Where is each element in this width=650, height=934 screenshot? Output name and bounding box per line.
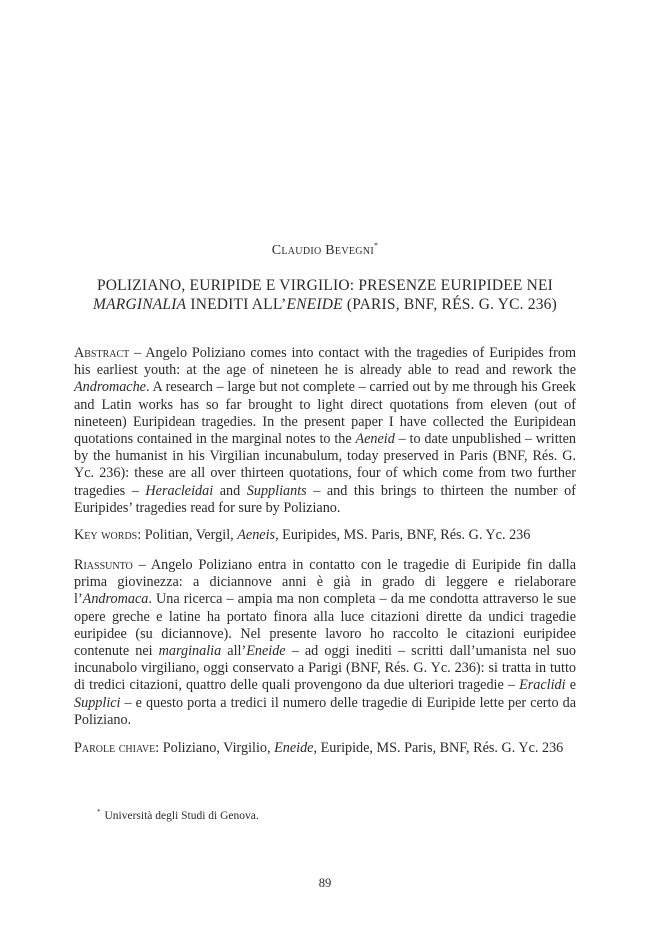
title-shelfmark: (PARIS, BNF, RÉS. G. YC. 236) [342, 296, 557, 313]
parole-text-1: : Poliziano, Virgilio, [155, 740, 275, 756]
riassunto-text-3: all’ [221, 643, 247, 660]
footnote [97, 808, 259, 822]
author-name [0, 241, 650, 259]
footnote-text: Università degli Studi di Genova. [104, 810, 259, 822]
abstract-text-1: – Angelo Poliziano comes into contact with the tragedies of Euripides from his earliest youth: at the age of nineteen he is already able to read and rework the [74, 345, 576, 379]
keywords-label: Key words [74, 527, 138, 543]
abstract-text-2: . A research – large but not complete – carried out by me through his Greek and Latin works has so far brought to light direct quotations from eleven (out of nineteen) Euripidean tragedies. In the present paper I have collected the Euripidean quotations contained in the marginal notes to the [74, 379, 576, 448]
abstract-italic-andromache: Andromache [74, 379, 146, 396]
riassunto-italic-supplici: Supplici [74, 694, 121, 711]
riassunto-text-4: – ad oggi inediti – scritti dall’umanista nel suo incunabolo virgiliano, oggi conservato a Parigi (BNF, Rés. G. Yc. 236): si tratta in tutto di tredici citazioni, quattro delle quali provengono da due ulteriori tragedie – [74, 643, 577, 694]
keywords-text-1: : Politian, Vergil, [137, 527, 238, 543]
footnote-marker: * [97, 808, 101, 816]
keywords-line [74, 527, 576, 544]
riassunto-italic-andromaca: Andromaca [82, 591, 149, 608]
abstract-label: Abstract [74, 345, 130, 361]
riassunto-label: Riassunto [74, 557, 133, 573]
riassunto-text-6: – e questo porta a tredici il numero delle tragedie di Euripide lette per certo da Poliziano. [74, 694, 576, 728]
riassunto-italic-eneide: Eneide [246, 643, 286, 660]
author-footnote-marker: * [373, 241, 379, 250]
abstract-text-4: and [213, 482, 247, 499]
abstract-text-3: – to date unpublished – written by the humanist in his Virgilian incunabulum, today preserved in Paris (BNF, Rés. G. Yc. 236): these are all over thirteen quotations, four of which come from two further tragedies – [74, 431, 576, 499]
abstract-italic-heracleidai: Heracleidai [145, 482, 214, 499]
page-number: 89 [318, 876, 332, 890]
keywords-italic-aeneis: Aeneis [237, 527, 276, 543]
title-inediti: INEDITI ALL’ [186, 296, 287, 313]
riassunto-paragraph [74, 557, 576, 729]
parole-chiave-line [74, 740, 576, 757]
riassunto-text-2: . Una ricerca – ampia ma non completa – da me condotta attraverso le sue opere greche e latine ha portato finora alla luce citazioni dirette da undici tragedie euripidee (su diciannove). Nel presente lavoro ho raccolto le citazioni euripidee contenute nei [74, 591, 576, 660]
riassunto-italic-marginalia: marginalia [158, 643, 222, 660]
abstract-text-5: – and this brings to thirteen the number of Euripides’ tragedies read for sure by Poliziano. [74, 482, 576, 516]
parole-text-2: , Euripide, MS. Paris, BNF, Rés. G. Yc. 236 [313, 740, 564, 756]
keywords-text-2: , Euripides, MS. Paris, BNF, Rés. G. Yc. 236 [275, 527, 531, 543]
riassunto-italic-eraclidi: Eraclidi [519, 677, 566, 694]
abstract-italic-aeneid: Aeneid [355, 431, 395, 448]
title-eneide: ENEIDE [286, 296, 343, 313]
title-marginalia: MARGINALIA [93, 296, 187, 313]
abstract-italic-suppliants: Suppliants [246, 482, 307, 499]
riassunto-text-5: e [565, 677, 576, 694]
paper-title [60, 276, 590, 314]
author-name-text: Claudio Bevegni [271, 243, 374, 258]
title-line-1: POLIZIANO, EURIPIDE E VIRGILIO: PRESENZE EURIPIDEE NEI [96, 277, 554, 294]
abstract-paragraph [74, 345, 576, 517]
title-line-2 [60, 295, 590, 314]
parole-chiave-label: Parole chiave [74, 740, 156, 756]
riassunto-text-1: – Angelo Poliziano entra in contatto con le tragedie di Euripide fin dalla prima giovinezza: a diciannove anni è già in grado di leggere e rielaborare l’ [74, 557, 576, 608]
parole-italic-eneide: Eneide [274, 740, 314, 756]
